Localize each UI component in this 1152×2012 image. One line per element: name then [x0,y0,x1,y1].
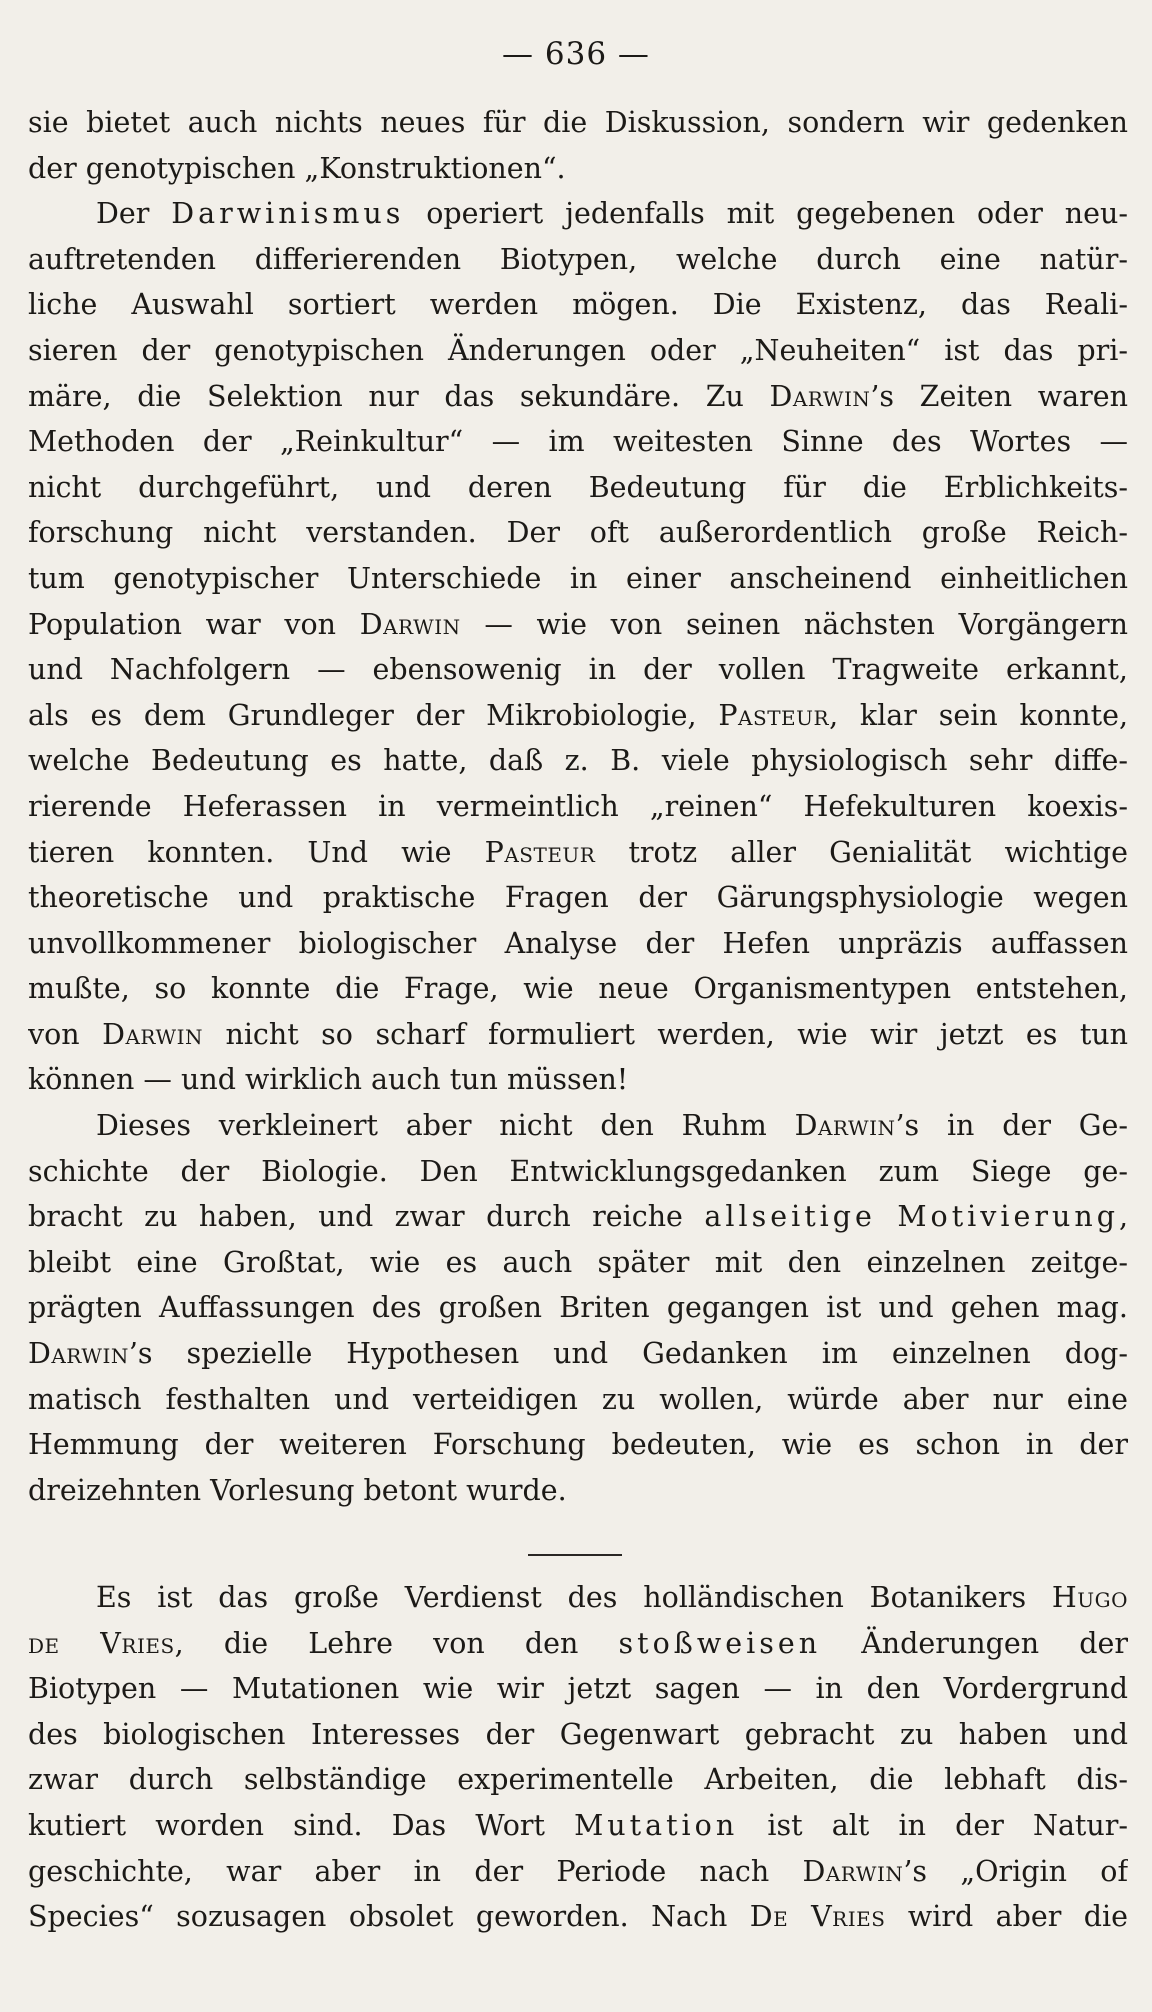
text-line: Methoden der „Reinkultur“ — im weitesten Sinne des Wortes — [28,425,1128,459]
text-line: als es dem Grundleger der Mikrobiologie, Pasteur, klar sein konnte, [28,698,1128,732]
text-line: theoretische und praktische Fragen der Gärungsphysiologie wegen [28,881,1128,915]
text-line: liche Auswahl sortiert werden mögen. Die Existenz, das Reali- [28,288,1128,322]
text-line: märe, die Selektion nur das sekundäre. Zu Darwin’s Zeiten waren [28,379,1128,413]
text-line: nicht durchgeführt, und deren Bedeutung für die Erblichkeits- [28,470,1128,504]
text-line: prägten Auffassungen des großen Briten gegangen ist und gehen mag. [28,1291,1128,1325]
text-line: der genotypischen „Konstruktionen“. [28,151,566,185]
text-line: sie bietet auch nichts neues für die Diskussion, sondern wir gedenken [28,106,1128,139]
text-line: des biologischen Interesses der Gegenwart gebracht zu haben und [28,1717,1128,1751]
text-line: schichte der Biologie. Den Entwicklungsgedanken zum Siege ge- [28,1154,1128,1188]
section-divider [528,1554,622,1556]
text-line: forschung nicht verstanden. Der oft außerordentlich große Reich- [28,516,1128,550]
text-line: Es ist das große Verdienst des holländischen Botanikers Hugo [96,1581,1128,1614]
text-line: auftretenden differierenden Biotypen, welche durch eine natür- [28,242,1128,276]
text-line: kutiert worden sind. Das Wort Mutation ist alt in der Natur- [28,1808,1128,1842]
text-line: bleibt eine Großtat, wie es auch später mit den einzelnen zeitge- [28,1245,1128,1279]
text-line: von Darwin nicht so scharf formuliert werden, wie wir jetzt es tun [28,1017,1128,1051]
text-line: matisch festhalten und verteidigen zu wollen, würde aber nur eine [28,1382,1128,1416]
text-line: sieren der genotypischen Änderungen oder „Neuheiten“ ist das pri- [28,333,1128,367]
text-line: unvollkommener biologischer Analyse der Hefen unpräzis auffassen [28,926,1128,960]
text-line: Species“ sozusagen obsolet geworden. Nach De Vries wird aber die [28,1900,1128,1934]
text-line: dreizehnten Vorlesung betont wurde. [28,1473,567,1507]
paragraph-block-2 [28,1575,1128,1940]
text-line: mußte, so konnte die Frage, wie neue Organismentypen entstehen, [28,972,1128,1006]
text-line: Biotypen — Mutationen wie wir jetzt sagen — in den Vordergrund [28,1672,1128,1706]
text-line: Population war von Darwin — wie von seinen nächsten Vorgängern [28,607,1128,641]
paragraph-block-1 [28,100,1128,1513]
text-line: Darwin’s spezielle Hypothesen und Gedanken im einzelnen dog- [28,1337,1128,1371]
text-line: rierende Heferassen in vermeintlich „reinen“ Hefekulturen koexis- [28,789,1128,823]
page-number: — 636 — [502,36,650,72]
text-line: geschichte, war aber in der Periode nach Darwin’s „Origin of [28,1854,1128,1888]
text-line: zwar durch selbständige experimentelle Arbeiten, die lebhaft dis- [28,1763,1128,1797]
text-line: welche Bedeutung es hatte, daß z. B. viele physiologisch sehr diffe- [28,744,1128,778]
text-line: und Nachfolgern — ebensowenig in der vollen Tragweite erkannt, [28,653,1128,687]
text-line: Dieses verkleinert aber nicht den Ruhm Darwin’s in der Ge- [96,1109,1128,1143]
text-line: tum genotypischer Unterschiede in einer anscheinend einheitlichen [28,561,1128,595]
text-line: de Vries, die Lehre von den stoßweisen Änderungen der [28,1626,1128,1660]
text-line: Hemmung der weiteren Forschung bedeuten, wie es schon in der [28,1428,1128,1462]
text-line: tieren konnten. Und wie Pasteur trotz aller Genialität wichtige [28,835,1128,869]
text-line: können — und wirklich auch tun müssen! [28,1063,629,1097]
text-line: bracht zu haben, und zwar durch reiche allseitige Motivierung, [28,1200,1128,1234]
text-line: Der Darwinismus operiert jedenfalls mit gegebenen oder neu- [96,197,1128,231]
